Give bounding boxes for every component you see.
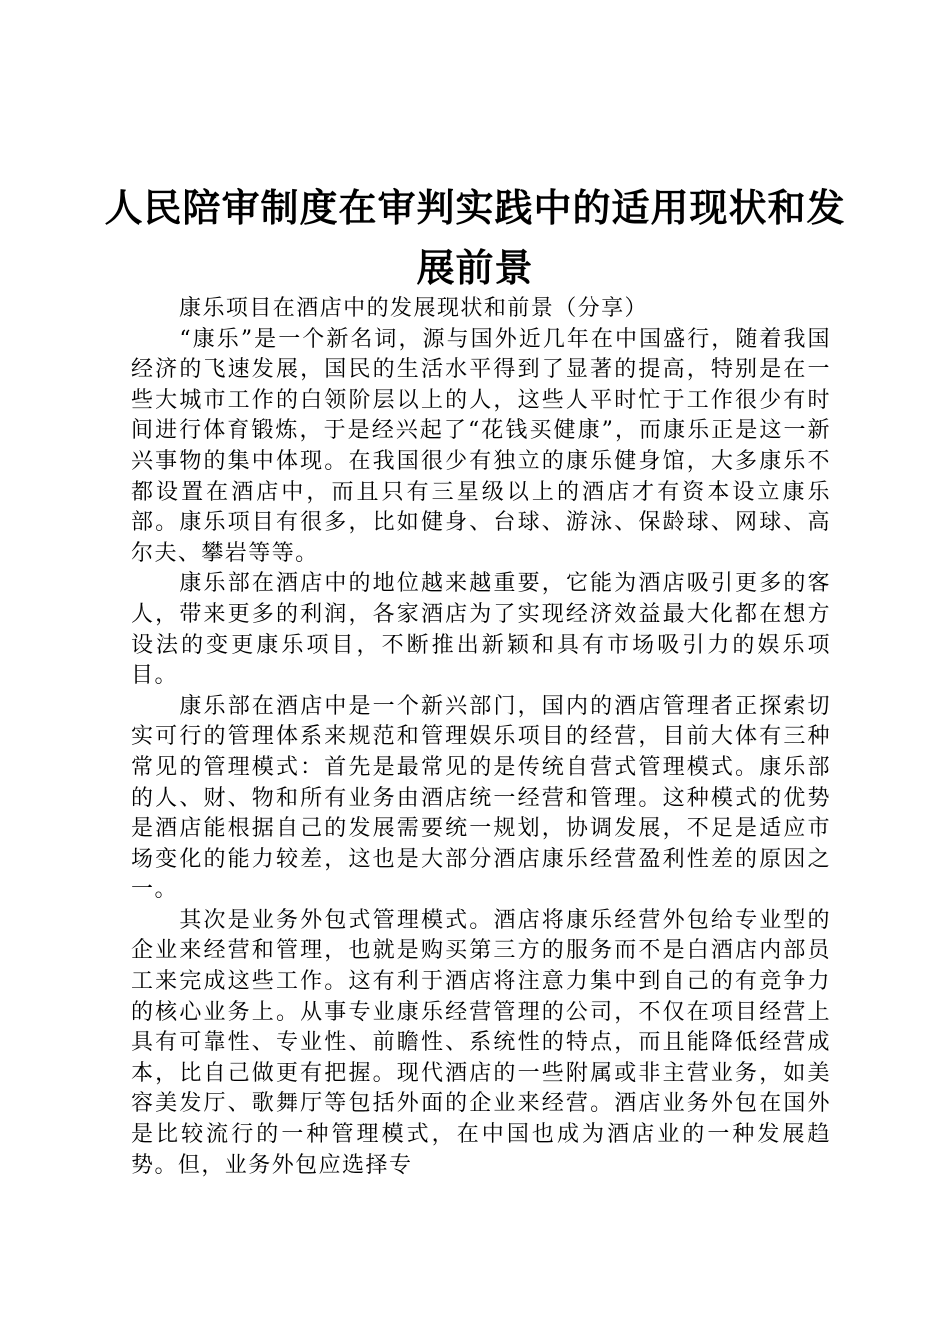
paragraph-4: 其次是业务外包式管理模式。酒店将康乐经营外包给专业型的企业来经营和管理，也就是购买第三方的服务而不是白酒店内部员工来完成这些工作。这有利于酒店将注意力集中到自己的有竞争力的核心业务上。从事专业康乐经营管理的公司，不仅在项目经营上具有可靠性、专业性、前瞻性、系统性的特点，而且能降低经营成本，比自己做更有把握。现代酒店的一些附属或非主营业务，如美容美发厅、歌舞厅等包括外面的企业来经营。酒店业务外包在国外是比较流行的一种管理模式，在中国也成为酒店业的一种发展趋势。但，业务外包应选择专 — [131, 907, 831, 1178]
paragraph-3: 康乐部在酒店中是一个新兴部门，国内的酒店管理者正探索切实可行的管理体系来规范和管理娱乐项目的经营，目前大体有三种常见的管理模式：首先是最常见的是传统自营式管理模式。康乐部的人、财、物和所有业务由酒店统一经营和管理。这种模式的优势是酒店能根据自己的发展需要统一规划，协调发展，不足是适应市场变化的能力较差，这也是大部分酒店康乐经营盈利性差的原因之一。 — [131, 693, 831, 903]
paragraph-2: 康乐部在酒店中的地位越来越重要，它能为酒店吸引更多的客人，带来更多的利润，各家酒店为了实现经济效益最大化都在想方设法的变更康乐项目，不断推出新颖和具有市场吸引力的娱乐项目。 — [131, 571, 831, 689]
document-body — [131, 294, 831, 1181]
document-subtitle: 康乐项目在酒店中的发展现状和前景（分享） — [179, 296, 649, 321]
paragraph-1: “康乐”是一个新名词，源与国外近几年在中国盛行，随着我国经济的飞速发展，国民的生活水平得到了显著的提高，特别是在一些大城市工作的白领阶层以上的人，这些人平时忙于工作很少有时间进行体育锻炼，于是经兴起了“花钱买健康”，而康乐正是这一新兴事物的集中体现。在我国很少有独立的康乐健身馆，大多康乐不都设置在酒店中，而且只有三星级以上的酒店才有资本设立康乐部。康乐项目有很多，比如健身、台球、游泳、保龄球、网球、高尔夫、攀岩等等。 — [131, 326, 831, 566]
document-title: 人民陪审制度在审判实践中的适用现状和发展前景 — [104, 186, 846, 290]
